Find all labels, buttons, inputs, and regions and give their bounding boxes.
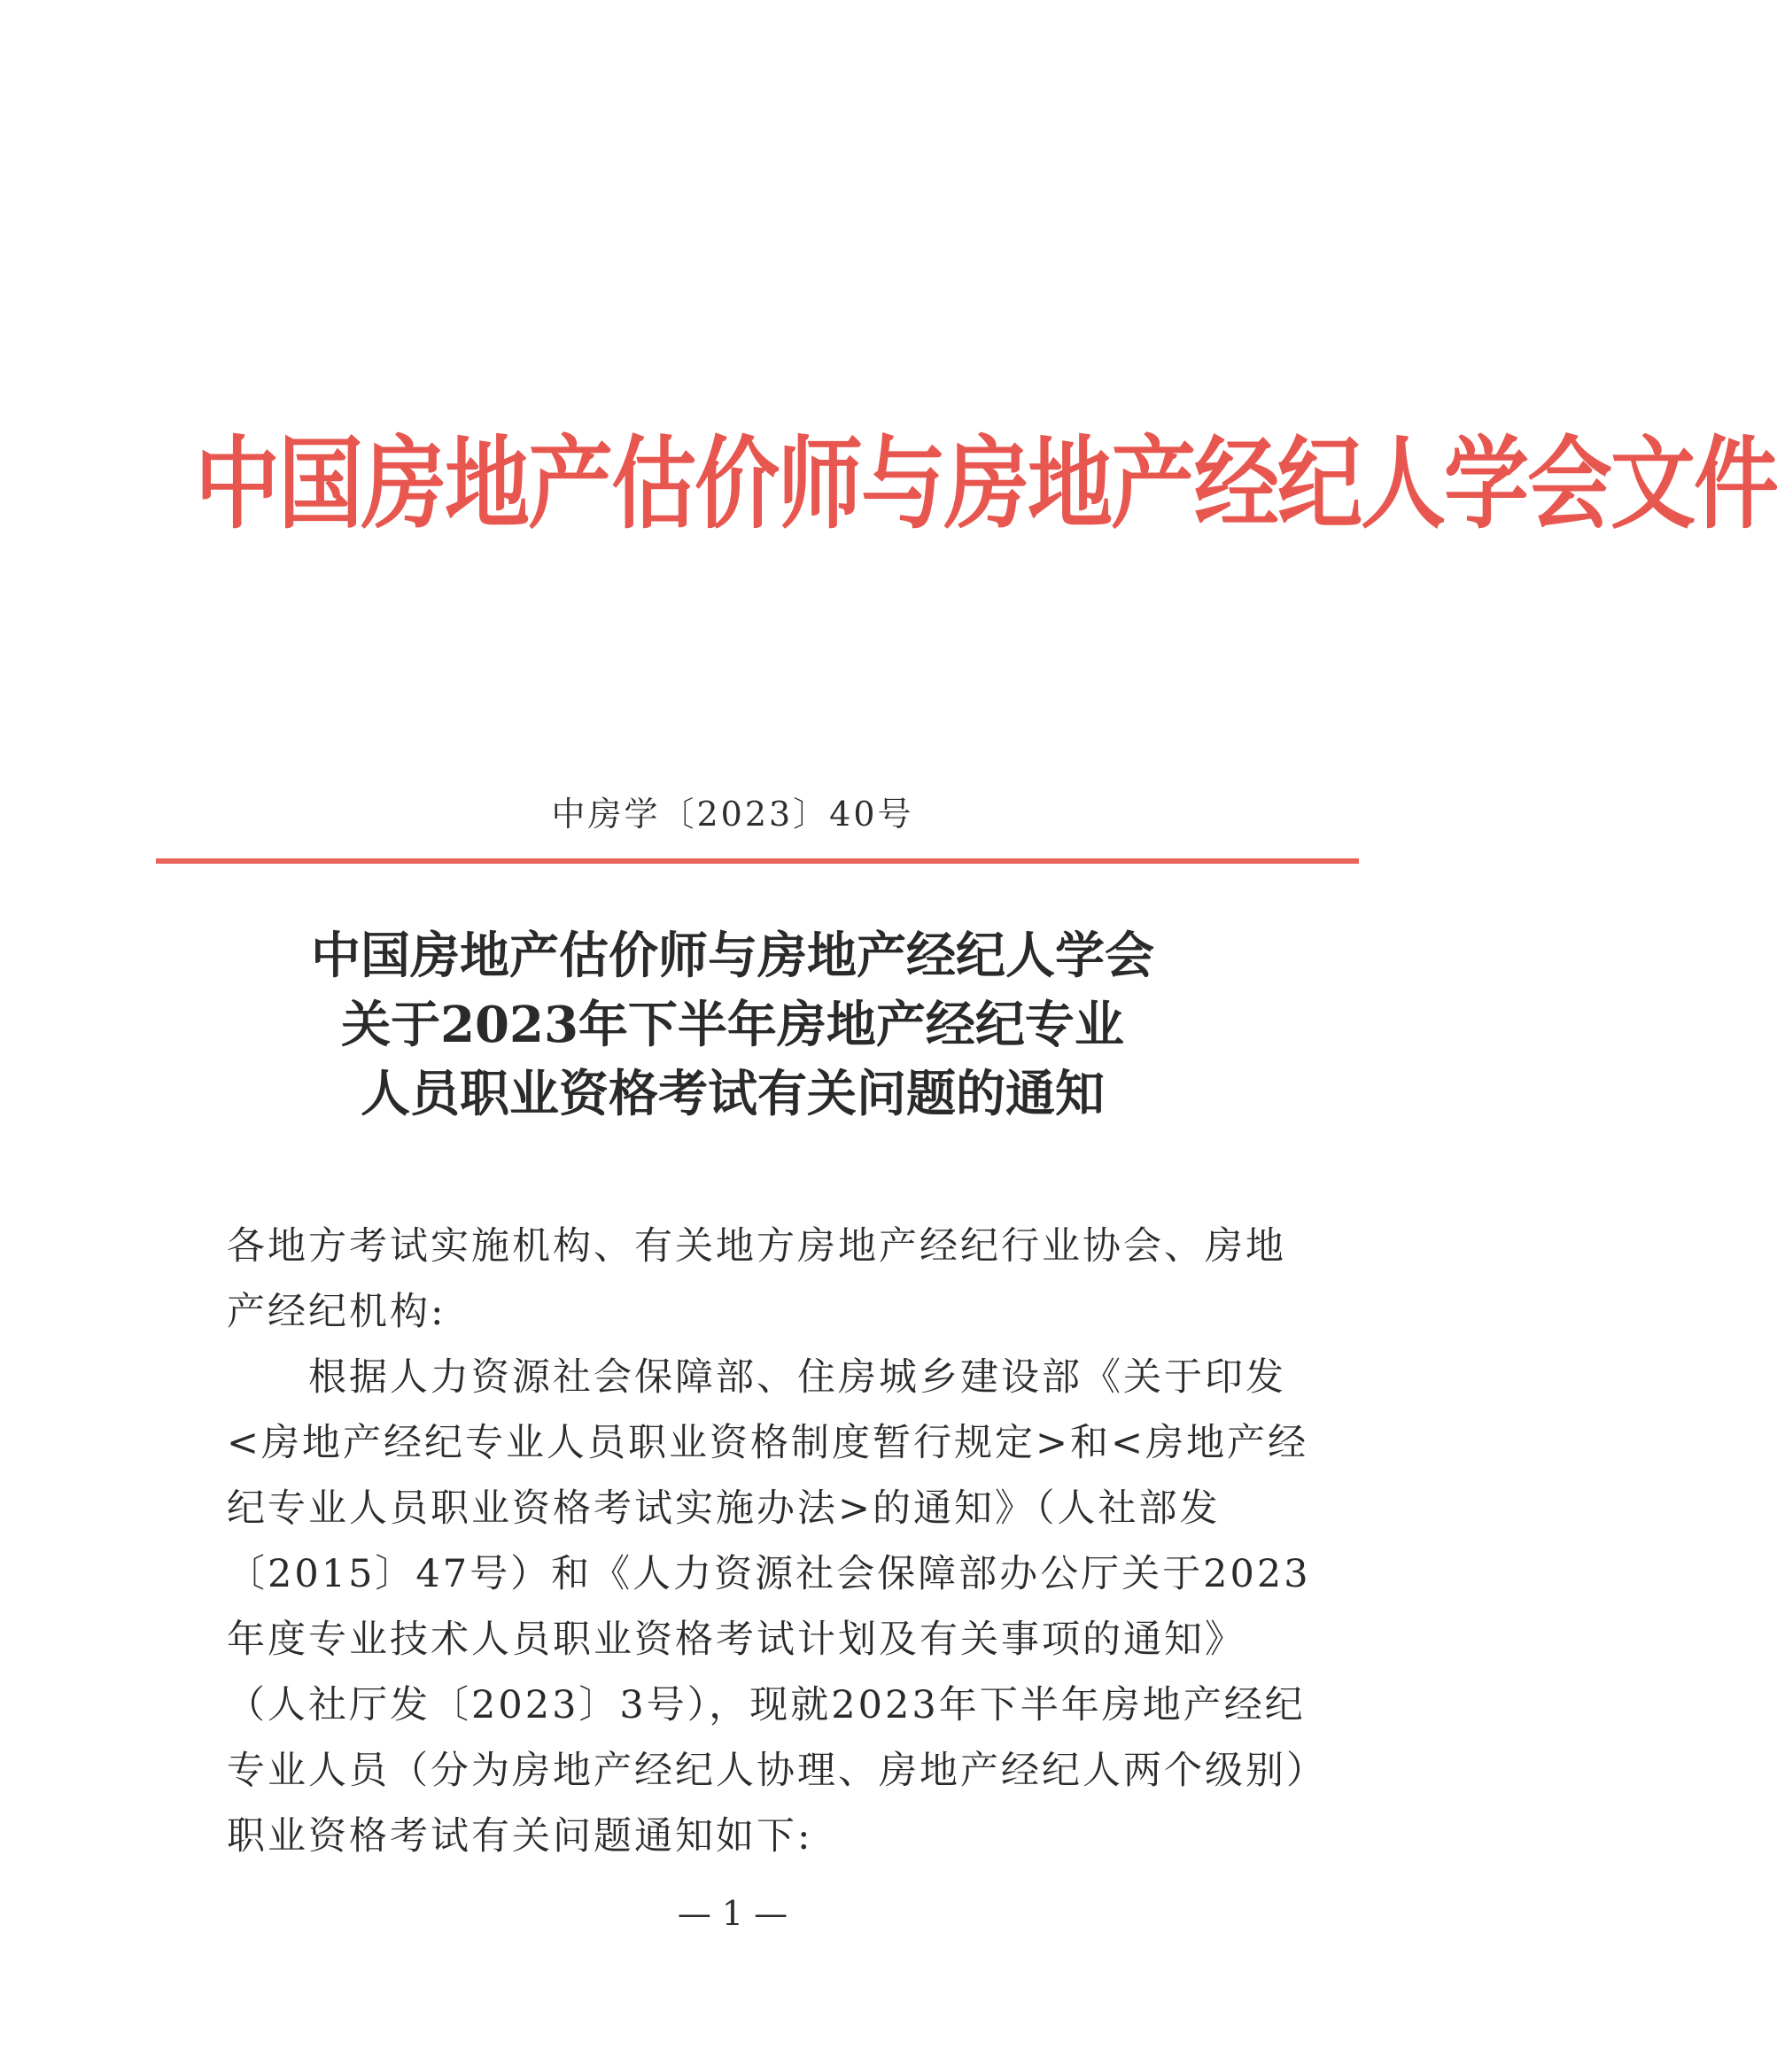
document-masthead: 中国房地产估价师与房地产经纪人学会文件	[195, 425, 1777, 543]
body-line: 纪专业人员职业资格考试实施办法>的通知》（人社部发	[227, 1486, 1221, 1531]
document-title	[0, 921, 1465, 1129]
body-line: 年度专业技术人员职业资格考试计划及有关事项的通知》	[227, 1618, 1245, 1662]
document-number: 中房学〔2023〕40号	[551, 795, 914, 834]
salutation	[227, 1214, 1286, 1345]
title-line: 中国房地产估价师与房地产经纪人学会	[311, 927, 1154, 985]
body-line: 职业资格考试有关问题通知如下:	[227, 1814, 813, 1859]
body-line: 〔2015〕47号）和《人力资源社会保障部办公厅关于2023	[227, 1552, 1311, 1596]
body-line: （人社厅发〔2023〕3号），现就2023年下半年房地产经纪	[227, 1683, 1306, 1727]
body-line: 专业人员（分为房地产经纪人协理、房地产经纪人两个级别）	[227, 1749, 1327, 1793]
body-paragraph	[227, 1345, 1327, 1869]
salutation-line: 各地方考试实施机构、有关地方房地产经纪行业协会、房地	[227, 1224, 1286, 1269]
red-separator-line	[156, 858, 1359, 864]
body-line: <房地产经纪专业人员职业资格制度暂行规定>和<房地产经	[227, 1421, 1309, 1465]
title-line: 人员职业资格考试有关问题的通知	[361, 1065, 1105, 1123]
page-number: — 1 —	[677, 1894, 788, 1933]
body-line: 根据人力资源社会保障部、住房城乡建设部《关于印发	[308, 1355, 1286, 1400]
salutation-line: 产经纪机构:	[227, 1290, 446, 1334]
title-line: 关于2023年下半年房地产经纪专业	[341, 996, 1124, 1054]
